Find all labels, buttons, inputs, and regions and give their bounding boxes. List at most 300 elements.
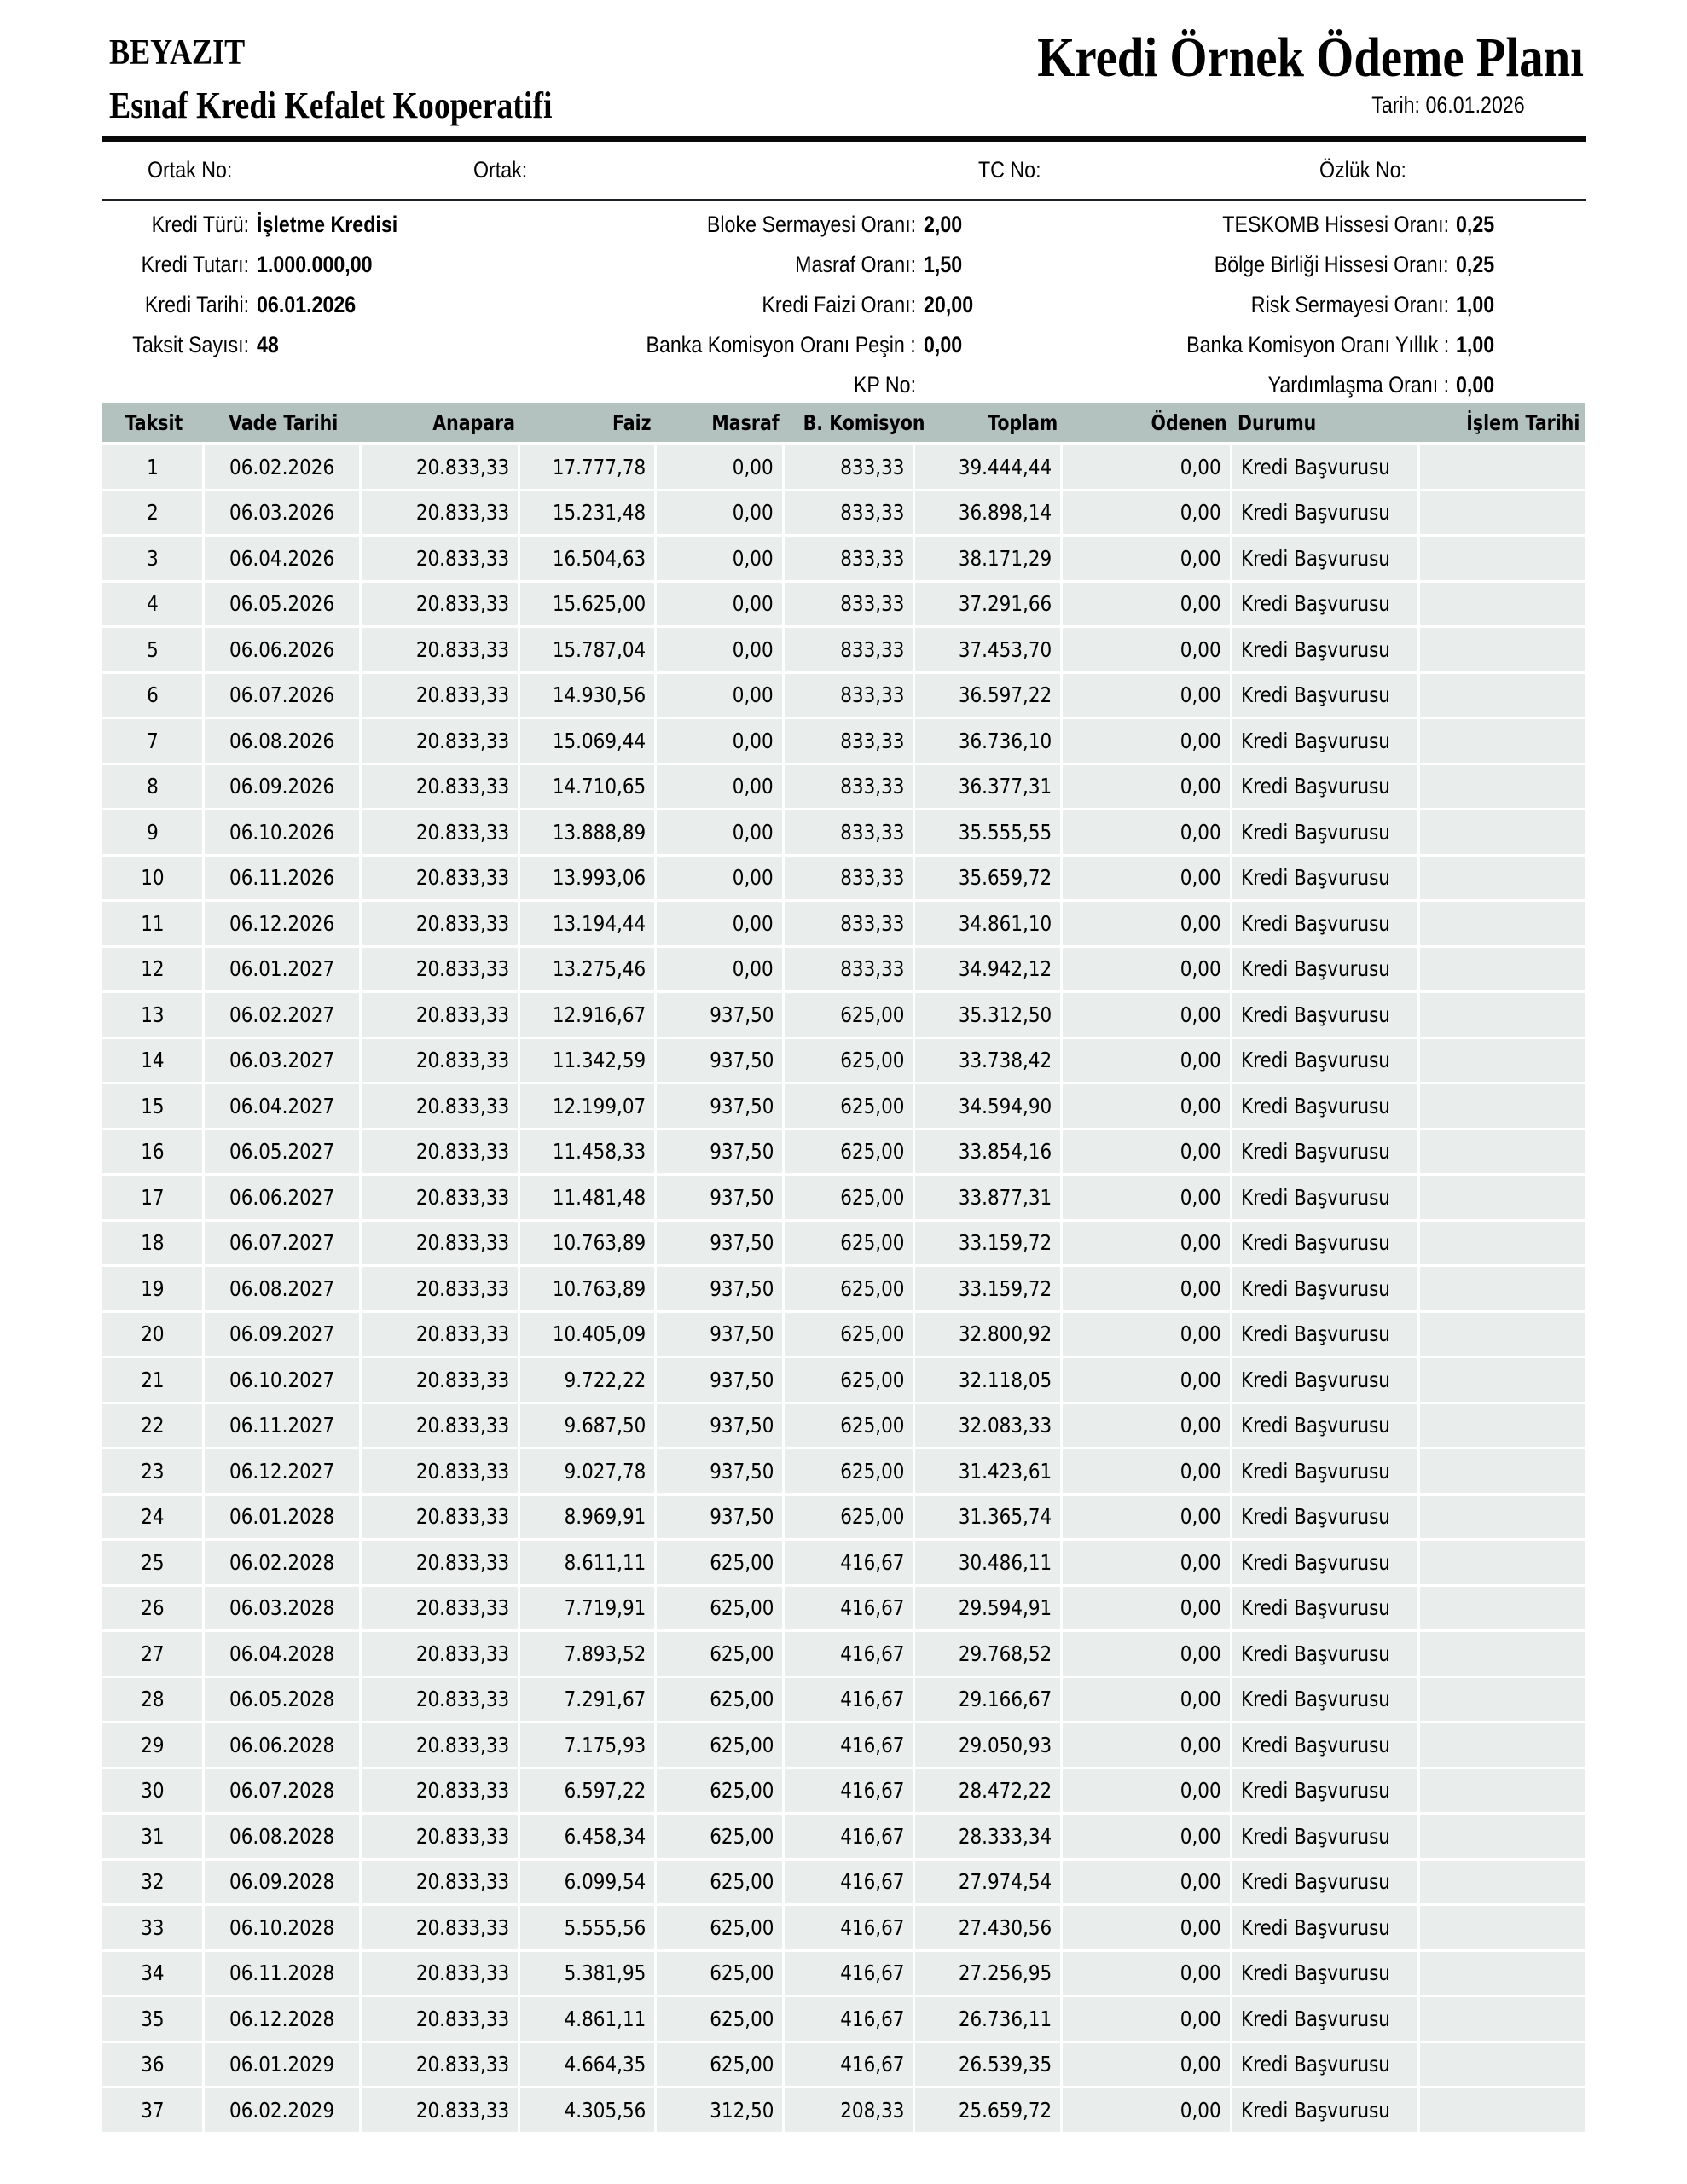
table-cell-value: 20.833,33 <box>415 1504 509 1530</box>
table-cell <box>657 1084 785 1130</box>
table-cell <box>1420 948 1585 994</box>
table-cell-value: 0,00 <box>1180 956 1221 982</box>
table-cell-value: 0,00 <box>1180 774 1221 799</box>
table-cell-value: 937,50 <box>709 1048 774 1073</box>
table-cell <box>520 1358 657 1404</box>
table-cell <box>102 993 205 1039</box>
table-cell <box>205 1267 362 1313</box>
table-cell <box>102 810 205 857</box>
table-cell <box>102 674 205 720</box>
table-cell-value: 34.594,90 <box>958 1093 1052 1118</box>
table-cell-value: 20.833,33 <box>415 636 509 662</box>
table-cell <box>205 1449 362 1496</box>
table-cell-value: 14.930,56 <box>552 682 646 708</box>
table-cell <box>1063 445 1232 491</box>
table-cell <box>657 719 785 765</box>
table-cell-value: 20.833,33 <box>415 1960 509 1986</box>
table-cell <box>1063 1130 1232 1176</box>
column-header <box>520 403 657 445</box>
table-cell <box>915 1449 1063 1496</box>
column-header <box>915 403 1063 445</box>
table-cell <box>915 948 1063 994</box>
table-cell <box>1232 1541 1420 1587</box>
table-cell <box>362 719 520 765</box>
table-cell <box>520 1130 657 1176</box>
table-cell <box>205 1176 362 1222</box>
table-cell <box>1420 583 1585 629</box>
info-field-label: Yardımlaşma Oranı : <box>1267 372 1449 398</box>
table-cell <box>1420 628 1585 674</box>
info-field-value: 1,00 <box>1456 332 1495 357</box>
table-cell-value: 06.10.2028 <box>229 1914 335 1940</box>
table-cell-value: 20.833,33 <box>415 865 509 891</box>
table-cell <box>520 948 657 994</box>
table-cell-value: 06.10.2027 <box>229 1367 335 1392</box>
table-cell <box>520 1997 657 2043</box>
table-cell <box>205 674 362 720</box>
table-cell-value: 26.736,11 <box>958 2006 1052 2031</box>
table-cell-value: 17.777,78 <box>552 454 646 479</box>
table-cell <box>102 1039 205 1085</box>
table-cell-value: 0,00 <box>1180 1641 1221 1666</box>
table-cell <box>362 1815 520 1861</box>
table-cell-value: 12 <box>140 956 165 982</box>
table-cell-value: 0,00 <box>733 728 774 753</box>
table-cell-value: 20.833,33 <box>415 1595 509 1621</box>
table-cell-value: 833,33 <box>839 545 904 571</box>
table-cell <box>915 445 1063 491</box>
table-cell <box>1420 765 1585 811</box>
column-header <box>657 403 785 445</box>
table-cell-value: 12.916,67 <box>552 1002 646 1027</box>
info-field-label: TESKOMB Hissesi Oranı: <box>1222 212 1449 237</box>
table-cell-value: 36.597,22 <box>958 682 1052 708</box>
table-cell-value: 11.342,59 <box>552 1048 646 1073</box>
table-cell-value: 26 <box>140 1595 165 1621</box>
table-cell <box>1063 1678 1232 1724</box>
table-cell <box>520 993 657 1039</box>
table-cell <box>657 1632 785 1678</box>
table-cell <box>1063 719 1232 765</box>
table-cell <box>915 810 1063 857</box>
table-cell-value: 937,50 <box>709 1093 774 1118</box>
table-cell <box>520 1313 657 1359</box>
table-cell-value: 937,50 <box>709 1504 774 1530</box>
table-cell-value: 06.01.2027 <box>229 956 335 982</box>
table-cell <box>915 1358 1063 1404</box>
table-cell <box>520 1496 657 1542</box>
column-header-label: B. Komisyon <box>803 410 925 435</box>
table-cell <box>520 445 657 491</box>
table-cell-value: 20.833,33 <box>415 1093 509 1118</box>
table-cell <box>1420 1267 1585 1313</box>
table-cell <box>785 1997 915 2043</box>
table-cell <box>1063 1861 1232 1907</box>
ortak-label: Ortak: <box>473 157 528 183</box>
table-cell <box>915 1997 1063 2043</box>
info-field <box>0 250 1687 279</box>
table-cell <box>915 765 1063 811</box>
table-cell <box>520 1176 657 1222</box>
table-cell-value: Kredi Başvurusu <box>1241 1914 1390 1940</box>
table-cell-value: 833,33 <box>839 819 904 845</box>
table-cell <box>1420 1723 1585 1769</box>
table-cell <box>520 1678 657 1724</box>
table-cell <box>1063 537 1232 583</box>
tc-no-label: TC No: <box>978 157 1041 183</box>
table-cell-value: 0,00 <box>1180 1823 1221 1849</box>
table-cell-value: 13.275,46 <box>552 956 646 982</box>
column-header-label: Anapara <box>432 410 515 435</box>
table-cell <box>1232 628 1420 674</box>
table-cell-value: 15.787,04 <box>552 636 646 662</box>
table-cell <box>1420 1039 1585 1085</box>
table-cell-value: Kredi Başvurusu <box>1241 1687 1390 1712</box>
table-cell-value: 20.833,33 <box>415 1275 509 1301</box>
table-cell <box>1420 1678 1585 1724</box>
table-cell <box>785 537 915 583</box>
table-cell <box>1232 1449 1420 1496</box>
table-cell <box>520 857 657 903</box>
table-cell-value: 18 <box>140 1230 165 1256</box>
table-cell <box>657 445 785 491</box>
table-cell-value: 26.539,35 <box>958 2052 1052 2077</box>
table-cell <box>1063 1952 1232 1998</box>
table-cell-value: 20.833,33 <box>415 682 509 708</box>
table-cell-value: 1 <box>146 454 159 479</box>
table-cell <box>785 1678 915 1724</box>
table-cell-value: 20.833,33 <box>415 774 509 799</box>
table-cell-value: 833,33 <box>839 728 904 753</box>
table-cell-value: 12.199,07 <box>552 1093 646 1118</box>
table-cell <box>520 537 657 583</box>
table-cell <box>915 1587 1063 1633</box>
table-cell <box>1420 491 1585 537</box>
table-cell <box>102 1222 205 1268</box>
table-cell-value: Kredi Başvurusu <box>1241 1184 1390 1210</box>
table-cell <box>362 674 520 720</box>
info-field-value: 48 <box>257 332 279 357</box>
table-cell <box>102 1130 205 1176</box>
table-cell-value: 20.833,33 <box>415 1641 509 1666</box>
table-cell-value: 06.07.2028 <box>229 1778 335 1804</box>
table-cell-value: Kredi Başvurusu <box>1241 865 1390 891</box>
table-cell <box>362 1449 520 1496</box>
table-cell <box>1232 1906 1420 1952</box>
info-field-value: 0,25 <box>1456 212 1495 237</box>
table-cell <box>785 674 915 720</box>
table-cell <box>785 1861 915 1907</box>
table-cell-value: 28 <box>140 1687 165 1712</box>
table-cell <box>1420 719 1585 765</box>
table-cell-value: 0,00 <box>1180 1413 1221 1438</box>
table-cell-value: 625,00 <box>839 1093 904 1118</box>
table-cell <box>102 1358 205 1404</box>
table-cell-value: Kredi Başvurusu <box>1241 1778 1390 1804</box>
table-cell <box>657 1587 785 1633</box>
table-cell-value: 15.231,48 <box>552 500 646 526</box>
table-cell-value: 06.02.2029 <box>229 2097 335 2123</box>
table-cell <box>915 857 1063 903</box>
info-field-value: İşletme Kredisi <box>257 212 398 237</box>
table-cell <box>205 1815 362 1861</box>
table-cell <box>1232 1222 1420 1268</box>
table-cell-value: 625,00 <box>839 1002 904 1027</box>
table-cell-value: 625,00 <box>839 1321 904 1347</box>
table-cell <box>657 1267 785 1313</box>
table-cell-value: 27 <box>140 1641 165 1666</box>
table-cell-value: 2 <box>146 500 159 526</box>
table-cell <box>915 1815 1063 1861</box>
table-cell-value: 7.719,91 <box>564 1595 646 1621</box>
table-cell <box>657 1358 785 1404</box>
info-field <box>0 370 1687 399</box>
table-cell-value: 20.833,33 <box>415 2097 509 2123</box>
table-cell-value: 0,00 <box>1180 636 1221 662</box>
table-row <box>102 1496 1585 1542</box>
table-cell-value: 0,00 <box>733 500 774 526</box>
table-cell <box>657 583 785 629</box>
table-cell-value: 32.083,33 <box>958 1413 1052 1438</box>
table-cell-value: 0,00 <box>1180 1595 1221 1621</box>
table-cell <box>1063 765 1232 811</box>
table-cell <box>657 1176 785 1222</box>
table-cell <box>915 1632 1063 1678</box>
table-cell <box>362 1997 520 2043</box>
table-cell-value: 15 <box>140 1093 165 1118</box>
table-cell <box>785 1449 915 1496</box>
table-cell-value: 20.833,33 <box>415 2006 509 2031</box>
table-cell <box>520 1632 657 1678</box>
column-header-label: Vade Tarihi <box>228 410 339 435</box>
table-cell-value: 31.423,61 <box>958 1458 1052 1484</box>
table-cell <box>102 765 205 811</box>
table-cell <box>657 537 785 583</box>
table-cell <box>1420 1906 1585 1952</box>
table-cell <box>657 1039 785 1085</box>
table-cell <box>520 2088 657 2135</box>
table-cell-value: 24 <box>140 1504 165 1530</box>
table-cell <box>785 445 915 491</box>
table-row <box>102 1861 1585 1907</box>
table-cell <box>362 1632 520 1678</box>
table-cell-value: 25 <box>140 1549 165 1575</box>
table-cell <box>657 902 785 948</box>
table-row <box>102 765 1585 811</box>
table-cell-value: Kredi Başvurusu <box>1241 545 1390 571</box>
table-cell <box>657 1313 785 1359</box>
table-cell <box>205 491 362 537</box>
table-cell <box>102 1267 205 1313</box>
table-cell <box>785 902 915 948</box>
table-cell-value: 06.05.2028 <box>229 1687 335 1712</box>
table-row <box>102 1404 1585 1450</box>
table-cell <box>520 1587 657 1633</box>
table-row <box>102 1678 1585 1724</box>
table-cell <box>102 1084 205 1130</box>
table-cell <box>102 1997 205 2043</box>
table-cell-value: 0,00 <box>1180 1960 1221 1986</box>
table-cell-value: 0,00 <box>1180 500 1221 526</box>
column-header-label: Masraf <box>711 410 780 435</box>
info-field-label: Kredi Türü: <box>151 212 249 237</box>
table-cell <box>785 1176 915 1222</box>
table-cell <box>102 902 205 948</box>
table-cell-value: 7.893,52 <box>564 1641 646 1666</box>
table-cell-value: 20.833,33 <box>415 956 509 982</box>
table-cell <box>205 902 362 948</box>
table-cell-value: 35.659,72 <box>958 865 1052 891</box>
table-cell <box>520 674 657 720</box>
table-cell <box>1420 1632 1585 1678</box>
table-cell-value: 416,67 <box>839 1778 904 1804</box>
table-cell <box>915 1861 1063 1907</box>
table-cell <box>785 1313 915 1359</box>
table-cell-value: 625,00 <box>709 1641 774 1666</box>
table-cell-value: 416,67 <box>839 1823 904 1849</box>
table-cell-value: Kredi Başvurusu <box>1241 2097 1390 2123</box>
column-header-label: Faiz <box>612 410 652 435</box>
table-cell <box>1420 1496 1585 1542</box>
table-cell <box>1063 583 1232 629</box>
table-cell-value: 0,00 <box>1180 1869 1221 1895</box>
table-row <box>102 1723 1585 1769</box>
table-cell-value: Kredi Başvurusu <box>1241 1275 1390 1301</box>
table-cell <box>1420 1130 1585 1176</box>
table-cell-value: 06.11.2028 <box>229 1960 335 1986</box>
table-cell-value: 625,00 <box>839 1367 904 1392</box>
table-cell <box>205 445 362 491</box>
table-cell <box>362 1222 520 1268</box>
table-cell <box>102 1541 205 1587</box>
table-cell <box>102 1861 205 1907</box>
table-cell-value: Kredi Başvurusu <box>1241 1595 1390 1621</box>
table-cell <box>102 445 205 491</box>
table-cell <box>1063 1039 1232 1085</box>
table-cell <box>657 1997 785 2043</box>
info-field-value: 0,00 <box>1456 372 1495 398</box>
table-cell <box>362 583 520 629</box>
column-header <box>205 403 362 445</box>
table-row <box>102 993 1585 1039</box>
table-cell-value: 20.833,33 <box>415 1367 509 1392</box>
table-cell <box>102 1723 205 1769</box>
table-cell <box>1232 948 1420 994</box>
table-cell <box>102 537 205 583</box>
table-cell <box>1063 1313 1232 1359</box>
info-field-label: Bölge Birliği Hissesi Oranı: <box>1215 252 1449 277</box>
table-cell <box>102 1449 205 1496</box>
table-cell <box>657 1130 785 1176</box>
table-cell-value: 937,50 <box>709 1367 774 1392</box>
table-cell-value: 06.01.2029 <box>229 2052 335 2077</box>
table-row <box>102 1176 1585 1222</box>
table-cell-value: 06.03.2026 <box>229 500 335 526</box>
document-title: Kredi Örnek Ödeme Planı <box>1037 26 1584 89</box>
table-cell <box>362 1906 520 1952</box>
table-cell <box>657 674 785 720</box>
info-field-value: 1,00 <box>1456 292 1495 317</box>
table-cell <box>520 2043 657 2089</box>
table-cell-value: 3 <box>146 545 159 571</box>
table-cell <box>657 1404 785 1450</box>
table-cell <box>362 2043 520 2089</box>
table-cell-value: 36 <box>140 2052 165 2077</box>
table-cell-value: 16.504,63 <box>552 545 646 571</box>
table-cell <box>785 1632 915 1678</box>
table-cell-value: 0,00 <box>733 454 774 479</box>
table-cell <box>205 1404 362 1450</box>
table-cell-value: 312,50 <box>709 2097 774 2123</box>
table-cell-value: 5.555,56 <box>564 1914 646 1940</box>
table-cell-value: 06.07.2027 <box>229 1230 335 1256</box>
table-cell-value: 0,00 <box>1180 1275 1221 1301</box>
table-cell-value: 31 <box>140 1823 165 1849</box>
info-field-value: 20,00 <box>924 292 974 317</box>
table-cell <box>915 993 1063 1039</box>
table-cell <box>102 1404 205 1450</box>
table-cell-value: Kredi Başvurusu <box>1241 728 1390 753</box>
table-cell-value: 8 <box>146 774 159 799</box>
table-cell <box>1063 674 1232 720</box>
table-cell-value: 20.833,33 <box>415 1778 509 1804</box>
table-cell-value: 937,50 <box>709 1002 774 1027</box>
table-cell-value: 27.256,95 <box>958 1960 1052 1986</box>
column-header <box>362 403 520 445</box>
info-field-value: 0,25 <box>1456 252 1495 277</box>
table-cell <box>1232 2043 1420 2089</box>
column-header <box>1063 403 1232 445</box>
table-cell <box>915 674 1063 720</box>
table-cell-value: 37.291,66 <box>958 591 1052 617</box>
table-cell <box>1420 1541 1585 1587</box>
table-cell-value: 20.833,33 <box>415 1732 509 1757</box>
table-cell <box>520 1815 657 1861</box>
table-cell-value: 06.06.2026 <box>229 636 335 662</box>
table-cell-value: 20.833,33 <box>415 910 509 936</box>
table-cell-value: 7.291,67 <box>564 1687 646 1712</box>
table-cell <box>915 1723 1063 1769</box>
table-cell <box>1420 445 1585 491</box>
table-cell-value: 208,33 <box>839 2097 904 2123</box>
table-cell-value: 0,00 <box>733 819 774 845</box>
table-cell <box>1063 491 1232 537</box>
table-cell-value: 06.12.2026 <box>229 910 335 936</box>
table-row <box>102 1906 1585 1952</box>
table-cell-value: Kredi Başvurusu <box>1241 2052 1390 2077</box>
column-header <box>102 403 205 445</box>
table-cell-value: 0,00 <box>1180 728 1221 753</box>
info-field-label: KP No: <box>853 372 916 398</box>
table-cell-value: Kredi Başvurusu <box>1241 1093 1390 1118</box>
table-cell-value: 625,00 <box>839 1048 904 1073</box>
table-cell-value: 29.050,93 <box>958 1732 1052 1757</box>
info-field <box>0 290 1687 319</box>
table-cell-value: 15.069,44 <box>552 728 646 753</box>
table-cell-value: 06.03.2028 <box>229 1595 335 1621</box>
table-cell <box>915 1084 1063 1130</box>
document-date-label: Tarih: <box>1371 92 1421 118</box>
info-field-label: Bloke Sermayesi Oranı: <box>706 212 916 237</box>
table-cell-value: 10.763,89 <box>552 1275 646 1301</box>
info-field-value: 06.01.2026 <box>257 292 357 317</box>
table-cell-value: 625,00 <box>839 1413 904 1438</box>
table-cell-value: 416,67 <box>839 1549 904 1575</box>
table-cell-value: 06.09.2027 <box>229 1321 335 1347</box>
table-cell <box>520 1861 657 1907</box>
table-cell-value: 20.833,33 <box>415 1458 509 1484</box>
table-cell-value: 9.027,78 <box>564 1458 646 1484</box>
